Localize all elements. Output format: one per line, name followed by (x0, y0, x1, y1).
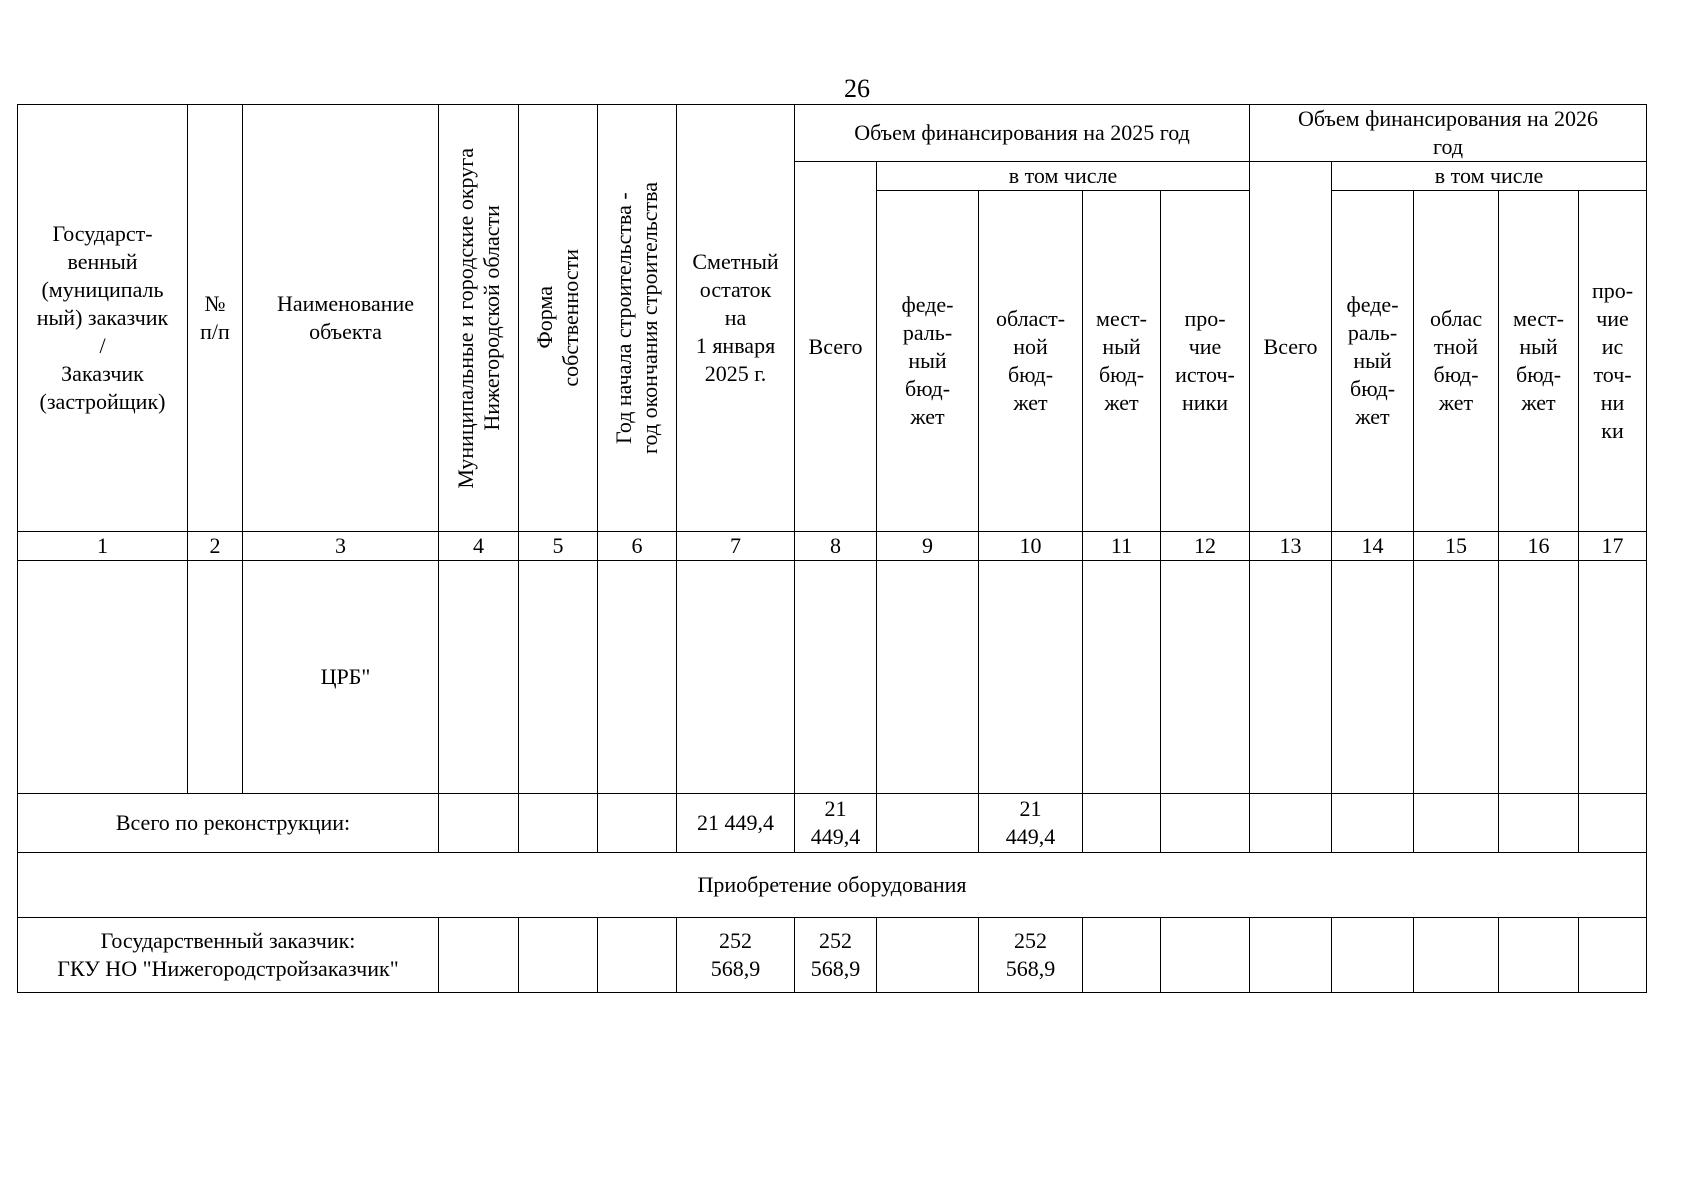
column-number: 6 (598, 532, 677, 561)
empty-cell (1250, 561, 1332, 794)
column-number: 7 (677, 532, 795, 561)
header-total-2026: Всего (1250, 162, 1332, 532)
empty-cell (519, 561, 598, 794)
header-local-2025: мест- ный бюд- жет (1083, 191, 1161, 532)
column-number: 16 (1499, 532, 1579, 561)
reconstruction-regional-2025: 21 449,4 (979, 794, 1083, 853)
empty-cell (1499, 561, 1579, 794)
reconstruction-total-row (18, 794, 1647, 853)
financing-table (17, 104, 1647, 993)
column-number: 9 (877, 532, 979, 561)
column-number: 8 (795, 532, 877, 561)
empty-cell (1161, 918, 1250, 993)
column-number: 13 (1250, 532, 1332, 561)
header-row-number: № п/п (188, 105, 243, 532)
empty-cell (1332, 561, 1414, 794)
empty-cell (439, 561, 519, 794)
empty-cell (979, 561, 1083, 794)
header-other-2026: про- чие ис точ- ни ки (1579, 191, 1647, 532)
column-number: 15 (1414, 532, 1499, 561)
column-number: 11 (1083, 532, 1161, 561)
table-row (18, 561, 1647, 794)
empty-cell (1579, 918, 1647, 993)
empty-cell (1161, 794, 1250, 853)
header-construction-years-text: Год начала строительства - год окончания строительства (611, 182, 662, 454)
column-number: 14 (1332, 532, 1414, 561)
header-local-2026: мест- ный бюд- жет (1499, 191, 1579, 532)
empty-cell (1083, 918, 1161, 993)
header-construction-years (598, 105, 677, 532)
header-municipalities (439, 105, 519, 532)
section-title: Приобретение оборудования (18, 853, 1647, 918)
header-customer: Государст- венный (муниципаль ный) заказчик / Заказчик (застройщик) (18, 105, 188, 532)
customer-total-2025: 252 568,9 (795, 918, 877, 993)
header-including-2026: в том числе (1332, 162, 1647, 191)
header-funding-2026: Объем финансирования на 2026 год (1250, 105, 1647, 162)
empty-cell (1161, 561, 1250, 794)
empty-cell (1083, 794, 1161, 853)
header-other-2025: про- чие источ- ники (1161, 191, 1250, 532)
empty-cell (1332, 794, 1414, 853)
header-funding-2025: Объем финансирования на 2025 год (795, 105, 1250, 162)
object-name-continuation: ЦРБ" (243, 561, 439, 794)
empty-cell (439, 794, 519, 853)
column-number: 12 (1161, 532, 1250, 561)
header-ownership-text: Форма собственности (532, 249, 583, 387)
header-federal-2026: феде- раль- ный бюд- жет (1332, 191, 1414, 532)
reconstruction-estimated-balance: 21 449,4 (677, 794, 795, 853)
empty-cell (1250, 794, 1332, 853)
empty-cell (1499, 918, 1579, 993)
column-number: 17 (1579, 532, 1647, 561)
column-number: 5 (519, 532, 598, 561)
empty-cell (1579, 561, 1647, 794)
empty-cell (1414, 794, 1499, 853)
empty-cell (877, 561, 979, 794)
page-number: 26 (844, 74, 870, 103)
empty-cell (1083, 561, 1161, 794)
empty-cell (877, 794, 979, 853)
empty-cell (677, 561, 795, 794)
header-regional-2025: област- ной бюд- жет (979, 191, 1083, 532)
customer-label: Государственный заказчик: ГКУ НО "Нижегородстройзаказчик" (18, 918, 439, 993)
header-federal-2025: феде- раль- ный бюд- жет (877, 191, 979, 532)
empty-cell (18, 561, 188, 794)
customer-estimated-balance: 252 568,9 (677, 918, 795, 993)
empty-cell (519, 918, 598, 993)
empty-cell (795, 561, 877, 794)
empty-cell (1579, 794, 1647, 853)
customer-regional-2025: 252 568,9 (979, 918, 1083, 993)
header-object-name: Наименование объекта (243, 105, 439, 532)
column-number-row (18, 532, 1647, 561)
header-ownership (519, 105, 598, 532)
customer-row (18, 918, 1647, 993)
column-number: 3 (243, 532, 439, 561)
empty-cell (1414, 918, 1499, 993)
header-municipalities-text: Муниципальные и городские округа Нижегородской области (452, 147, 504, 489)
empty-cell (1250, 918, 1332, 993)
empty-cell (188, 561, 243, 794)
reconstruction-total-label: Всего по реконструкции: (18, 794, 439, 853)
column-number: 2 (188, 532, 243, 561)
column-number: 10 (979, 532, 1083, 561)
column-number: 1 (18, 532, 188, 561)
header-regional-2026: облас тной бюд- жет (1414, 191, 1499, 532)
header-including-2025: в том числе (877, 162, 1250, 191)
column-number: 4 (439, 532, 519, 561)
empty-cell (439, 918, 519, 993)
empty-cell (598, 794, 677, 853)
header-estimated-balance: Сметный остаток на 1 января 2025 г. (677, 105, 795, 532)
empty-cell (598, 561, 677, 794)
empty-cell (1332, 918, 1414, 993)
header-total-2025: Всего (795, 162, 877, 532)
section-row (18, 853, 1647, 918)
empty-cell (1414, 561, 1499, 794)
empty-cell (598, 918, 677, 993)
reconstruction-total-2025: 21 449,4 (795, 794, 877, 853)
empty-cell (1499, 794, 1579, 853)
empty-cell (877, 918, 979, 993)
empty-cell (519, 794, 598, 853)
